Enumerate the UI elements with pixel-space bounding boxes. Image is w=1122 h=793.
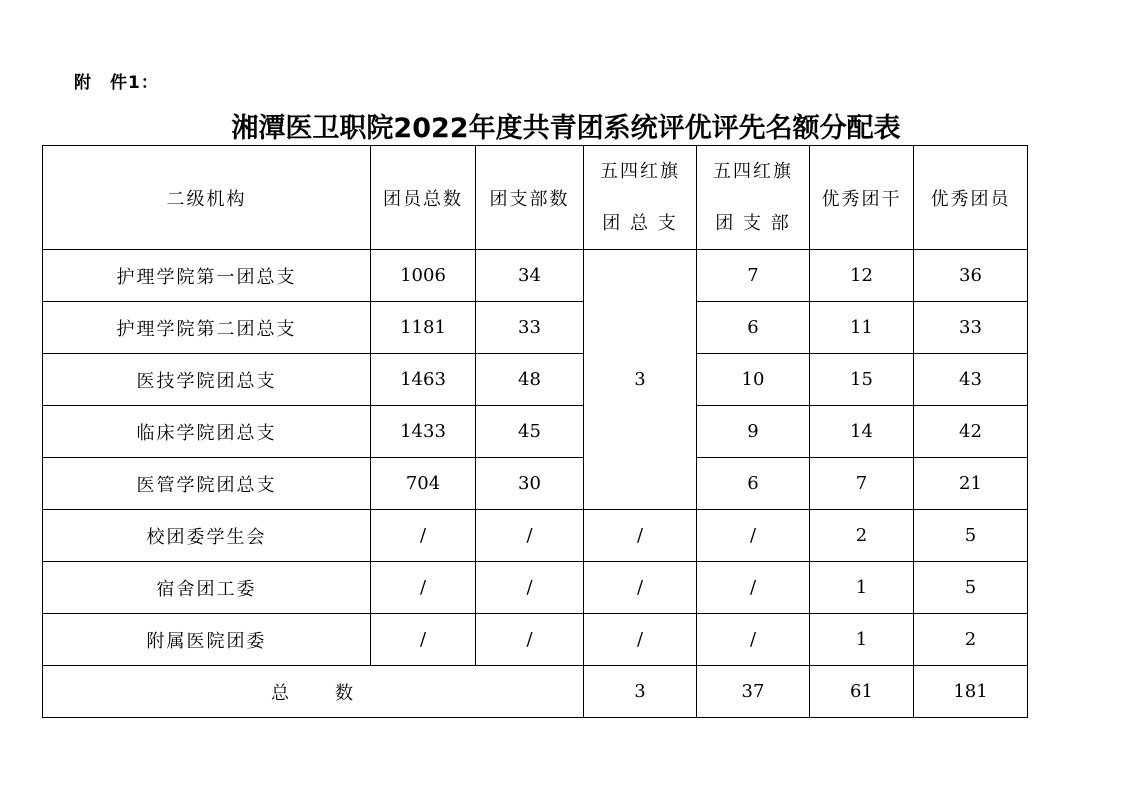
cell-unit: 护理学院第二团总支 xyxy=(43,302,371,354)
cell-red-flag-branch: 6 xyxy=(697,302,810,354)
total-label xyxy=(43,666,584,718)
total-excellent: 181 xyxy=(914,666,1028,718)
cell-members: / xyxy=(371,614,476,666)
total-cadres: 61 xyxy=(810,666,914,718)
header-excellent-cadres: 优秀团干 xyxy=(810,146,914,250)
cell-red-flag-branch: 9 xyxy=(697,406,810,458)
cell-members: 1433 xyxy=(371,406,476,458)
table-row xyxy=(43,406,1028,458)
cell-red-flag-general-merged: 3 xyxy=(584,250,697,510)
allocation-table xyxy=(42,145,1028,718)
cell-unit: 校团委学生会 xyxy=(43,510,371,562)
cell-members: 1463 xyxy=(371,354,476,406)
cell-excellent: 43 xyxy=(914,354,1028,406)
cell-cadres: 15 xyxy=(810,354,914,406)
total-red-flag-general: 3 xyxy=(584,666,697,718)
cell-branches: / xyxy=(476,614,584,666)
cell-unit: 医管学院团总支 xyxy=(43,458,371,510)
cell-cadres: 1 xyxy=(810,614,914,666)
cell-red-flag-branch: / xyxy=(697,614,810,666)
table-row xyxy=(43,458,1028,510)
cell-unit: 医技学院团总支 xyxy=(43,354,371,406)
cell-branches: / xyxy=(476,510,584,562)
table-row xyxy=(43,250,1028,302)
cell-red-flag-general: / xyxy=(584,510,697,562)
table-row xyxy=(43,562,1028,614)
cell-branches: 33 xyxy=(476,302,584,354)
cell-unit: 护理学院第一团总支 xyxy=(43,250,371,302)
cell-members: 1181 xyxy=(371,302,476,354)
cell-members: 1006 xyxy=(371,250,476,302)
table-row xyxy=(43,510,1028,562)
cell-excellent: 42 xyxy=(914,406,1028,458)
cell-cadres: 2 xyxy=(810,510,914,562)
cell-red-flag-branch: / xyxy=(697,562,810,614)
header-red-flag-branch-line1: 五四红旗 xyxy=(713,160,793,182)
total-row xyxy=(43,666,1028,718)
cell-red-flag-general: / xyxy=(584,614,697,666)
cell-excellent: 2 xyxy=(914,614,1028,666)
cell-excellent: 33 xyxy=(914,302,1028,354)
cell-branches: 45 xyxy=(476,406,584,458)
header-red-flag-branch-line2: 团 支 部 xyxy=(715,212,791,234)
cell-members: 704 xyxy=(371,458,476,510)
total-label-a: 总 xyxy=(271,682,291,704)
table-row xyxy=(43,354,1028,406)
header-red-flag-general xyxy=(584,146,697,250)
cell-red-flag-branch: 6 xyxy=(697,458,810,510)
cell-excellent: 5 xyxy=(914,562,1028,614)
cell-members: / xyxy=(371,562,476,614)
header-red-flag-general-line1: 五四红旗 xyxy=(600,160,680,182)
cell-cadres: 1 xyxy=(810,562,914,614)
total-red-flag-branch: 37 xyxy=(697,666,810,718)
cell-unit: 宿舍团工委 xyxy=(43,562,371,614)
cell-branches: 48 xyxy=(476,354,584,406)
cell-red-flag-general: / xyxy=(584,562,697,614)
cell-members: / xyxy=(371,510,476,562)
cell-cadres: 14 xyxy=(810,406,914,458)
cell-cadres: 11 xyxy=(810,302,914,354)
cell-red-flag-branch: 10 xyxy=(697,354,810,406)
cell-branches: / xyxy=(476,562,584,614)
cell-excellent: 5 xyxy=(914,510,1028,562)
cell-excellent: 21 xyxy=(914,458,1028,510)
cell-red-flag-branch: 7 xyxy=(697,250,810,302)
cell-unit: 临床学院团总支 xyxy=(43,406,371,458)
table-row xyxy=(43,302,1028,354)
header-branches: 团支部数 xyxy=(476,146,584,250)
attachment-label: 附 件1： xyxy=(74,73,159,93)
header-row xyxy=(43,146,1028,250)
header-unit: 二级机构 xyxy=(43,146,371,250)
total-label-b: 数 xyxy=(335,682,355,704)
table-row xyxy=(43,614,1028,666)
header-members: 团员总数 xyxy=(371,146,476,250)
cell-branches: 30 xyxy=(476,458,584,510)
cell-branches: 34 xyxy=(476,250,584,302)
header-excellent-members: 优秀团员 xyxy=(914,146,1028,250)
cell-cadres: 7 xyxy=(810,458,914,510)
cell-unit: 附属医院团委 xyxy=(43,614,371,666)
page-title: 湘潭医卫职院2022年度共青团系统评优评先名额分配表 xyxy=(231,113,901,144)
cell-excellent: 36 xyxy=(914,250,1028,302)
cell-red-flag-branch: / xyxy=(697,510,810,562)
header-red-flag-general-line2: 团 总 支 xyxy=(602,212,678,234)
cell-cadres: 12 xyxy=(810,250,914,302)
header-red-flag-branch xyxy=(697,146,810,250)
